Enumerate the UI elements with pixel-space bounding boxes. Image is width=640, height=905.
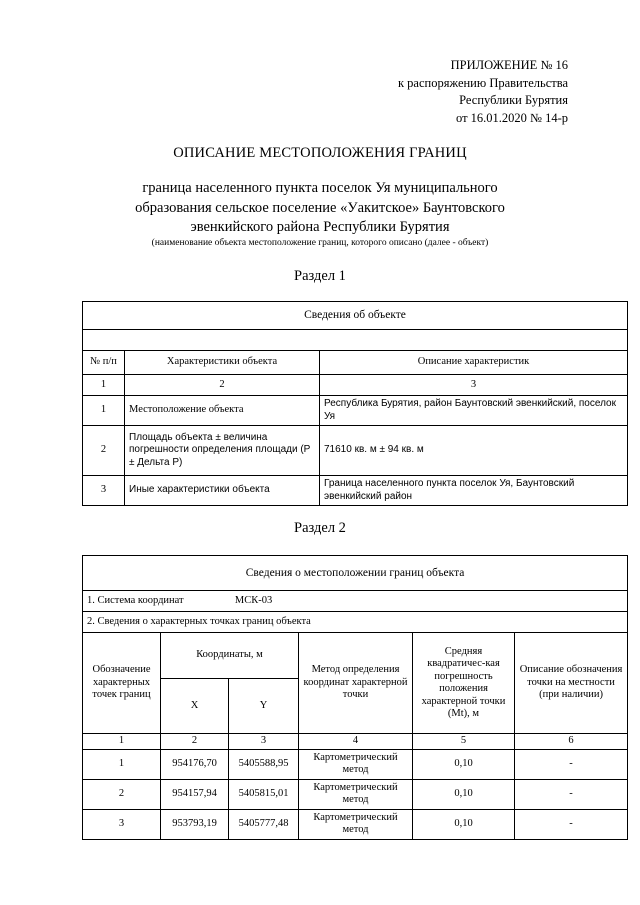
empty-row [83,330,628,351]
point-error: 0,10 [413,749,515,779]
document-title: ОПИСАНИЕ МЕСТОПОЛОЖЕНИЯ ГРАНИЦ [173,145,467,161]
point-id: 1 [83,749,161,779]
numbering-cell: 1 [83,734,161,750]
numbering-cell: 1 [83,375,125,396]
point-method: Картометрический метод [299,749,413,779]
section-1-heading: Раздел 1 [294,268,346,284]
coord-system-row [83,591,628,612]
object-line-1: граница населенного пункта поселок Уя муниципального [142,180,498,196]
numbering-cell: 3 [229,734,299,750]
row-characteristic: Местоположение объекта [125,396,320,426]
point-y: 5405777,48 [229,809,299,839]
point-y: 5405815,01 [229,779,299,809]
object-description [0,179,640,238]
col-header-description: Описание характеристик [320,351,628,375]
col-header-coordinates: Координаты, м [161,633,299,679]
appendix-header [398,57,568,127]
table-row [83,476,628,506]
point-id: 2 [83,779,161,809]
table-row [83,809,628,839]
point-x: 954157,94 [161,779,229,809]
table-row [83,426,628,476]
row-value: Республика Бурятия, район Баунтовский эвенкийский, поселок Уя [320,396,628,426]
row-number: 1 [83,396,125,426]
point-error: 0,10 [413,809,515,839]
point-method: Картометрический метод [299,779,413,809]
numbering-cell: 2 [161,734,229,750]
object-info-title: Сведения об объекте [83,302,628,330]
point-x: 954176,70 [161,749,229,779]
numbering-cell: 6 [515,734,628,750]
point-method: Картометрический метод [299,809,413,839]
coord-system-label: 1. Система координат [87,594,184,606]
points-label: 2. Сведения о характерных точках границ объекта [83,612,628,633]
col-header-characteristic: Характеристики объекта [125,351,320,375]
row-value: Граница населенного пункта поселок Уя, Баунтовский эвенкийский район [320,476,628,506]
numbering-cell: 3 [320,375,628,396]
numbering-cell: 2 [125,375,320,396]
table-row [83,396,628,426]
point-error: 0,10 [413,779,515,809]
col-header-error: Средняя квадратичес-кая погрешность положения характерной точки (Mt), м [413,633,515,734]
object-note: (наименование объекта местоположение границ, которого описано (далее - объект) [151,238,489,248]
table-row [83,749,628,779]
col-header-method: Метод определения координат характерной точки [299,633,413,734]
object-info-table [82,301,628,506]
row-value: 71610 кв. м ± 94 кв. м [320,426,628,476]
point-description: - [515,809,628,839]
appendix-number: ПРИЛОЖЕНИЕ № 16 [450,58,568,72]
point-id: 3 [83,809,161,839]
coord-system-value: МСК-03 [234,594,273,606]
appendix-republic: Республики Бурятия [459,93,568,107]
row-number: 2 [83,426,125,476]
boundary-table [82,555,628,840]
col-header-y: Y [229,679,299,734]
object-line-2: образования сельское поселение «Уакитское» Баунтовского [135,199,505,216]
col-header-x: X [161,679,229,734]
numbering-cell: 5 [413,734,515,750]
point-x: 953793,19 [161,809,229,839]
col-header-number: № п/п [83,351,125,375]
table-row [83,779,628,809]
row-characteristic: Площадь объекта ± величина погрешности определения площади (Р ± Дельта Р) [125,426,320,476]
appendix-order: к распоряжению Правительства [397,75,568,90]
appendix-date: от 16.01.2020 № 14-р [455,110,568,125]
col-header-description: Описание обозначения точки на местности (при наличии) [515,633,628,734]
numbering-cell: 4 [299,734,413,750]
row-number: 3 [83,476,125,506]
point-y: 5405588,95 [229,749,299,779]
col-header-designation: Обозначение характерных точек границ [83,633,161,734]
boundary-table-title: Сведения о местоположении границ объекта [83,556,628,591]
section-2-heading: Раздел 2 [294,520,346,536]
point-description: - [515,779,628,809]
row-characteristic: Иные характеристики объекта [125,476,320,506]
point-description: - [515,749,628,779]
object-line-3: эвенкийского района Республики Бурятия [190,219,450,235]
